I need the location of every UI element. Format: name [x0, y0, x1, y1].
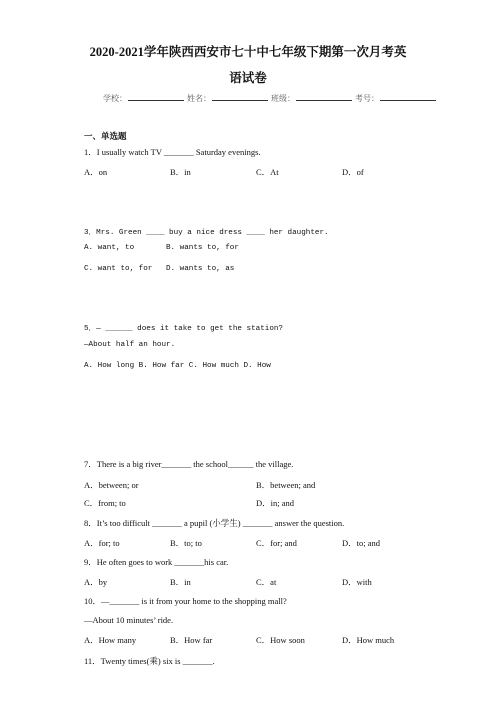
question-3-option-b: B. wants to, for	[166, 244, 239, 252]
question-9-option-b: B．in	[170, 577, 191, 587]
question-5-stem: 5．— ______ does it take to get the station?	[84, 325, 283, 333]
question-10-answer-line: —About 10 minutes’ ride.	[84, 615, 174, 625]
question-3-option-d: D. wants to, as	[166, 265, 235, 273]
question-1-option-a: A．on	[84, 167, 108, 177]
question-8-option-c: C．for; and	[256, 538, 297, 548]
name-blank	[212, 92, 268, 101]
school-label: 学校：	[103, 94, 127, 103]
question-7-stem: 7．There is a big river_______ the school______ the village.	[84, 459, 294, 469]
question-7-option-b: B．between; and	[256, 480, 316, 490]
exam-title-line2: 语试卷	[229, 71, 267, 85]
question-10-option-a: A．How many	[84, 635, 137, 645]
question-10-option-d: D．How much	[342, 635, 395, 645]
student-info-row	[103, 92, 437, 104]
question-5-options: A. How long B. How far C. How much D. How	[84, 362, 271, 370]
question-1-option-b: B．in	[170, 167, 191, 177]
question-10-option-c: C．How soon	[256, 635, 305, 645]
question-8-stem: 8．It’s too difficult _______ a pupil (小学生) _______ answer the question.	[84, 518, 345, 528]
question-8-option-b: B．to; to	[170, 538, 202, 548]
exam-number-blank	[380, 92, 436, 101]
name-label: 姓名：	[187, 94, 211, 103]
exam-title-line1: 2020-2021学年陕西西安市七十中七年级下期第一次月考英	[89, 45, 407, 59]
class-blank	[296, 92, 352, 101]
section-heading: 一、单选题	[84, 131, 127, 141]
question-9-option-a: A．by	[84, 577, 108, 587]
question-8-option-d: D．to; and	[342, 538, 381, 548]
exam-number-label: 考号：	[355, 94, 379, 103]
question-1-option-c: C．At	[256, 167, 279, 177]
question-3-option-a: A. want, to	[84, 244, 135, 252]
question-8-option-a: A．for; to	[84, 538, 120, 548]
question-7-option-a: A．between; or	[84, 480, 139, 490]
question-11-stem: 11．Twenty times(乘) six is _______.	[84, 656, 215, 666]
question-9-stem: 9．He often goes to work _______his car.	[84, 557, 229, 567]
question-7-option-d: D．in; and	[256, 498, 295, 508]
question-5-answer-line: —About half an hour.	[84, 341, 176, 349]
question-1-option-d: D．of	[342, 167, 364, 177]
question-10-option-b: B．How far	[170, 635, 213, 645]
question-9-option-d: D．with	[342, 577, 372, 587]
question-10-stem: 10．—_______ is it from your home to the shopping mall?	[84, 596, 287, 606]
question-7-option-c: C．from; to	[84, 498, 126, 508]
question-1-stem: 1．I usually watch TV _______ Saturday evenings.	[84, 147, 261, 157]
class-label: 班级：	[271, 94, 295, 103]
question-3-stem: 3．Mrs. Green ____ buy a nice dress ____ her daughter.	[84, 229, 329, 237]
school-blank	[128, 92, 184, 101]
question-9-option-c: C．at	[256, 577, 277, 587]
question-3-option-c: C. want to, for	[84, 265, 153, 273]
